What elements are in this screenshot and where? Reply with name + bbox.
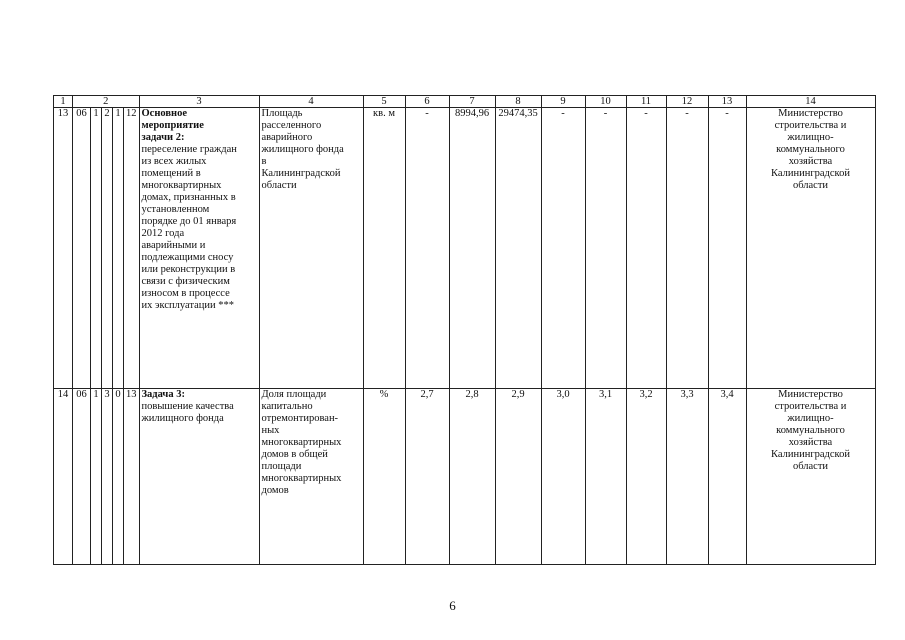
measure-text: повышение качества жилищного фонда [141, 401, 234, 424]
row-code-4: 3 [102, 389, 113, 565]
row-code-2: 06 [73, 108, 91, 389]
col-num-6: 6 [405, 96, 449, 108]
row-code-2: 06 [73, 389, 91, 565]
value-cell: - [541, 108, 585, 389]
col-num-8: 8 [495, 96, 541, 108]
row-code-6: 12 [124, 108, 140, 389]
indicator-cell: Площадь расселенного аварийного жилищного фонда в Калининградской области [259, 108, 363, 389]
value-cell: 2,7 [405, 389, 449, 565]
col-num-12: 12 [666, 96, 708, 108]
table-row [54, 108, 876, 389]
value-cell: 2,9 [495, 389, 541, 565]
col-num-1: 1 [54, 96, 73, 108]
row-code-1: 14 [54, 389, 73, 565]
row-code-5: 0 [113, 389, 124, 565]
row-code-6: 13 [124, 389, 140, 565]
row-code-5: 1 [113, 108, 124, 389]
col-num-14: 14 [746, 96, 875, 108]
value-cell: 3,1 [585, 389, 626, 565]
col-num-13: 13 [708, 96, 746, 108]
col-num-5: 5 [363, 96, 405, 108]
value-cell: - [585, 108, 626, 389]
value-cell: - [708, 108, 746, 389]
column-number-row [54, 96, 876, 108]
value-cell: 2,8 [449, 389, 495, 565]
executor-cell: Министерство строительства и жилищно- коммунального хозяйства Калининградской области [746, 108, 875, 389]
value-cell: 3,3 [666, 389, 708, 565]
col-num-3: 3 [139, 96, 259, 108]
col-num-4: 4 [259, 96, 363, 108]
value-cell: 3,0 [541, 389, 585, 565]
unit-cell: % [363, 389, 405, 565]
value-cell: - [405, 108, 449, 389]
indicator-cell: Доля площади капитально отремонтирован- ных многоквартирных домов в общей площади многоквартирных домов [259, 389, 363, 565]
row-code-4: 2 [102, 108, 113, 389]
row-code-1: 13 [54, 108, 73, 389]
value-cell: - [626, 108, 666, 389]
col-num-7: 7 [449, 96, 495, 108]
value-cell: 29474,35 [495, 108, 541, 389]
page-number: 6 [449, 598, 456, 613]
unit-cell: кв. м [363, 108, 405, 389]
col-num-9: 9 [541, 96, 585, 108]
program-table [53, 95, 876, 565]
measure-title: Основное мероприятие задачи 2: [141, 108, 204, 143]
value-cell: - [666, 108, 708, 389]
executor-cell: Министерство строительства и жилищно- коммунального хозяйства Калининградской области [746, 389, 875, 565]
col-num-10: 10 [585, 96, 626, 108]
measure-cell [139, 108, 259, 389]
measure-text: переселение граждан из всех жилых помещений в многоквартирных домах, признанных в установленном порядке до 01 января 2012 года аварийными и подлежащими сносу или реконструкции в связи с физическим износом в процессе их эксплуатации *** [141, 144, 237, 311]
value-cell: 3,2 [626, 389, 666, 565]
table-row [54, 389, 876, 565]
value-cell: 8994,96 [449, 108, 495, 389]
col-num-2: 2 [73, 96, 140, 108]
row-code-3: 1 [91, 389, 102, 565]
measure-title: Задача 3: [141, 389, 185, 400]
value-cell: 3,4 [708, 389, 746, 565]
row-code-3: 1 [91, 108, 102, 389]
col-num-11: 11 [626, 96, 666, 108]
measure-cell [139, 389, 259, 565]
